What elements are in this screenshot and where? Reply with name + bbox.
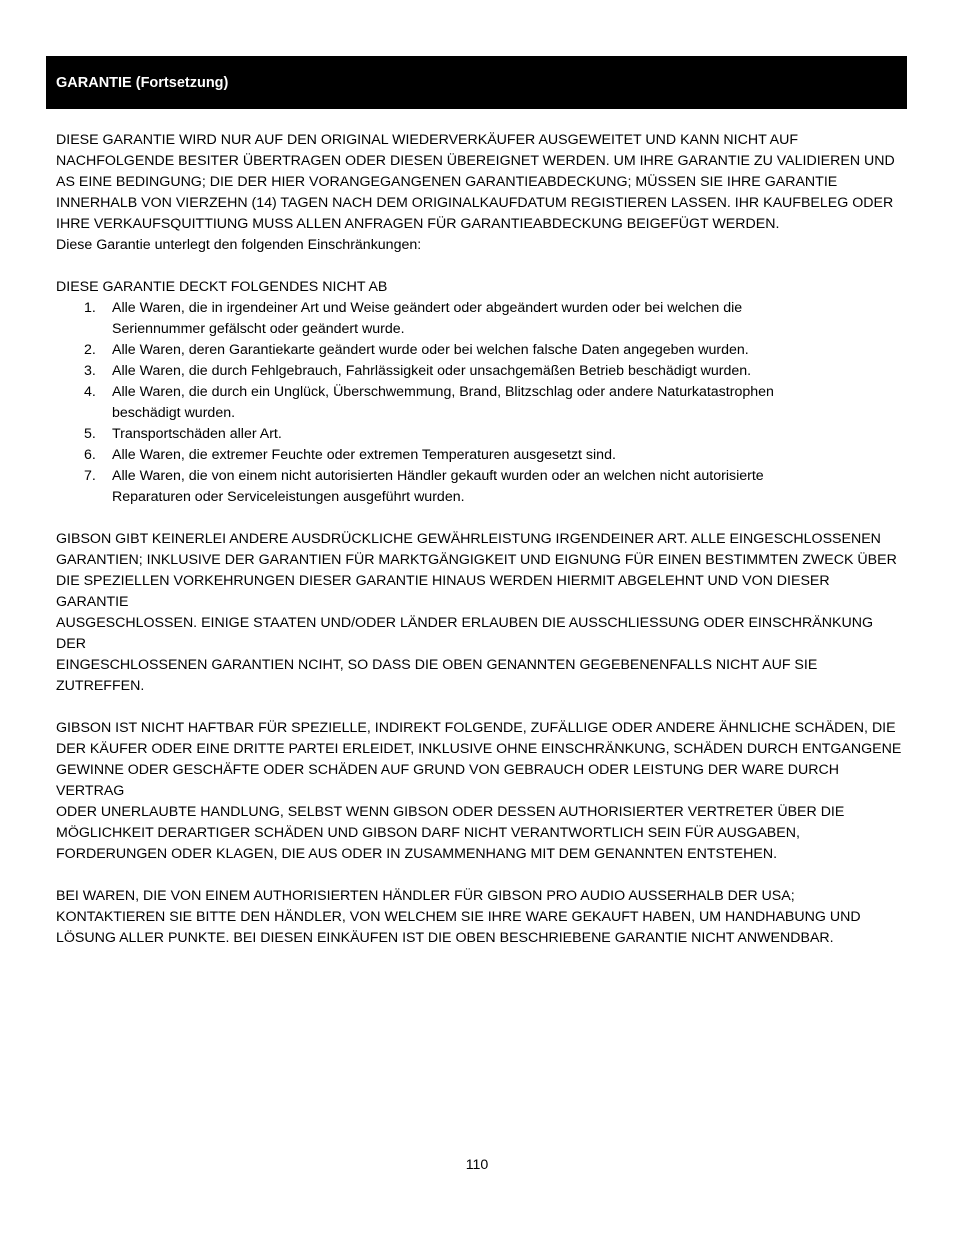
text-line: KONTAKTIEREN SIE BITTE DEN HÄNDLER, VON WELCHEM SIE IHRE WARE GEKAUFT HABEN, UM HANDHABUNG UND bbox=[56, 909, 861, 925]
text-line: FORDERUNGEN ODER KLAGEN, DIE AUS ODER IN ZUSAMMENHANG MIT DEM GENANNTEN ENTSTEHEN. bbox=[56, 846, 778, 862]
text-line: AS EINE BEDINGUNG; DIE DER HIER VORANGEGANGENEN GARANTIEABDECKUNG; MÜSSEN SIE IHRE GARANTIE bbox=[56, 174, 838, 190]
page-number: 110 bbox=[465, 1157, 489, 1173]
list-item-line: Reparaturen oder Serviceleistungen ausgeführt wurden. bbox=[112, 489, 465, 505]
text-line: DER KÄUFER ODER EINE DRITTE PARTEI ERLEIDET, INKLUSIVE OHNE EINSCHRÄNKUNG, SCHÄDEN DURCH ENTGANGENE bbox=[56, 741, 902, 757]
exclusions-heading: DIESE GARANTIE DECKT FOLGENDES NICHT AB bbox=[56, 279, 388, 295]
list-item-number: 5. bbox=[84, 426, 96, 442]
intro-paragraph bbox=[56, 130, 906, 256]
text-line: GIBSON GIBT KEINERLEI ANDERE AUSDRÜCKLICHE GEWÄHRLEISTUNG IRGENDEINER ART. ALLE EINGESCHLOSSENEN bbox=[56, 531, 881, 547]
list-item-line: beschädigt wurden. bbox=[112, 405, 236, 421]
text-line: INNERHALB VON VIERZEHN (14) TAGEN NACH DEM ORIGINALKAUFDATUM REGISTIEREN LASSEN. IHR KAUFBELEG ODER bbox=[56, 195, 894, 211]
list-item-number: 3. bbox=[84, 363, 96, 379]
text-line: GIBSON IST NICHT HAFTBAR FÜR SPEZIELLE, INDIREKT FOLGENDE, ZUFÄLLIGE ODER ANDERE ÄHNLICHE SCHÄDEN, DIE bbox=[56, 720, 896, 736]
disclaimer-paragraph bbox=[56, 529, 906, 697]
paragraph-spacer bbox=[56, 508, 906, 529]
list-item-line: Seriennummer gefälscht oder geändert wurde. bbox=[112, 321, 405, 337]
text-line: BEI WAREN, DIE VON EINEM AUTHORISIERTEN HÄNDLER FÜR GIBSON PRO AUDIO AUSSERHALB DER USA; bbox=[56, 888, 795, 904]
exclusions-section bbox=[56, 277, 906, 508]
list-item bbox=[56, 382, 906, 424]
paragraph-spacer bbox=[56, 865, 906, 886]
text-line: DIE SPEZIELLEN VORKEHRUNGEN DIESER GARANTIE HINAUS WERDEN HIERMIT ABGELEHNT UND VON DIESER GARANTIE bbox=[56, 573, 830, 610]
list-item bbox=[56, 298, 906, 340]
list-item bbox=[56, 340, 906, 361]
text-line: LÖSUNG ALLER PUNKTE. BEI DIESEN EINKÄUFEN IST DIE OBEN BESCHRIEBENE GARANTIE NICHT ANWENDBAR. bbox=[56, 930, 834, 946]
section-header-bar bbox=[46, 56, 907, 109]
list-item bbox=[56, 361, 906, 382]
list-item-line: Alle Waren, die durch Fehlgebrauch, Fahrlässigkeit oder unsachgemäßen Betrieb beschädigt wurden. bbox=[112, 363, 752, 379]
text-line: NACHFOLGENDE BESITER ÜBERTRAGEN ODER DIESEN ÜBEREIGNET WERDEN. UM IHRE GARANTIE ZU VALIDIEREN UND bbox=[56, 153, 895, 169]
section-title: GARANTIE (Fortsetzung) bbox=[56, 75, 229, 91]
document-body bbox=[56, 130, 906, 949]
list-item-line: Alle Waren, die in irgendeiner Art und Weise geändert oder abgeändert wurden oder bei welchen die bbox=[112, 300, 743, 316]
text-line: IHRE VERKAUFSQUITTIUNG MUSS ALLEN ANFRAGEN FÜR GARANTIEABDECKUNG BEIGEFÜGT WERDEN. bbox=[56, 216, 780, 232]
text-line: EINGESCHLOSSENEN GARANTIEN NCIHT, SO DASS DIE OBEN GENANNTEN GEGEBENENFALLS NICHT AUF SIE ZUTREFFEN. bbox=[56, 657, 818, 694]
paragraph-spacer bbox=[56, 256, 906, 277]
list-item bbox=[56, 466, 906, 508]
list-item bbox=[56, 424, 906, 445]
limitations-line: Diese Garantie unterlegt den folgenden Einschränkungen: bbox=[56, 237, 422, 253]
exclusions-list bbox=[56, 298, 906, 508]
text-line: GEWINNE ODER GESCHÄFTE ODER SCHÄDEN AUF GRUND VON GEBRAUCH ODER LEISTUNG DER WARE DURCH VERTRAG bbox=[56, 762, 840, 799]
list-item-line: Transportschäden aller Art. bbox=[112, 426, 282, 442]
list-item bbox=[56, 445, 906, 466]
paragraph-spacer bbox=[56, 697, 906, 718]
list-item-number: 7. bbox=[84, 468, 96, 484]
text-line: MÖGLICHKEIT DERARTIGER SCHÄDEN UND GIBSON DARF NICHT VERANTWORTLICH SEIN FÜR AUSGABEN, bbox=[56, 825, 800, 841]
list-item-number: 6. bbox=[84, 447, 96, 463]
text-line: DIESE GARANTIE WIRD NUR AUF DEN ORIGINAL WIEDERVERKÄUFER AUSGEWEITET UND KANN NICHT AUF bbox=[56, 132, 799, 148]
text-line: ODER UNERLAUBTE HANDLUNG, SELBST WENN GIBSON ODER DESSEN AUTHORISIERTER VERTRETER ÜBER DIE bbox=[56, 804, 845, 820]
international-paragraph bbox=[56, 886, 906, 949]
list-item-line: Alle Waren, die durch ein Unglück, Überschwemmung, Brand, Blitzschlag oder andere Naturkatastrophen bbox=[112, 384, 774, 400]
text-line: GARANTIEN; INKLUSIVE DER GARANTIEN FÜR MARKTGÄNGIGKEIT UND EIGNUNG FÜR EINEN BESTIMMTEN ZWECK ÜBER bbox=[56, 552, 897, 568]
list-item-line: Alle Waren, die von einem nicht autorisierten Händler gekauft wurden oder an welchen nicht autorisierte bbox=[112, 468, 764, 484]
list-item-number: 4. bbox=[84, 384, 96, 400]
list-item-line: Alle Waren, deren Garantiekarte geändert wurde oder bei welchen falsche Daten angegeben wurden. bbox=[112, 342, 749, 358]
text-line: AUSGESCHLOSSEN. EINIGE STAATEN UND/ODER LÄNDER ERLAUBEN DIE AUSSCHLIESSUNG ODER EINSCHRÄNKUNG DER bbox=[56, 615, 873, 652]
list-item-number: 1. bbox=[84, 300, 96, 316]
list-item-line: Alle Waren, die extremer Feuchte oder extremen Temperaturen ausgesetzt sind. bbox=[112, 447, 616, 463]
list-item-number: 2. bbox=[84, 342, 96, 358]
liability-paragraph bbox=[56, 718, 906, 865]
